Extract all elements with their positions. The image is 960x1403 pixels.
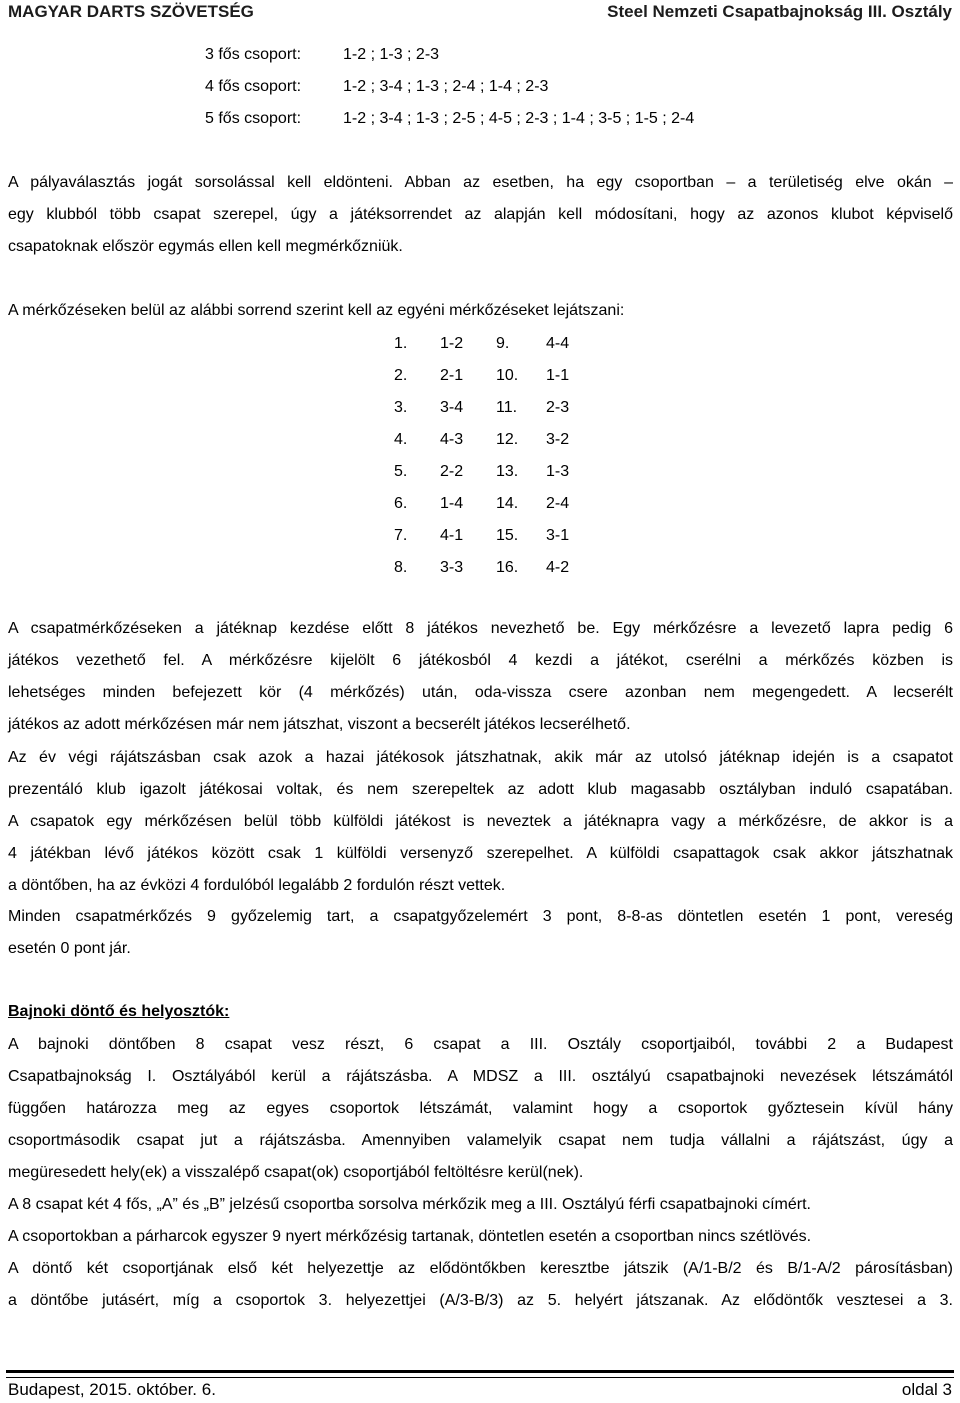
order-pairing: 4-2 [546, 559, 570, 576]
order-pairing: 3-3 [440, 559, 464, 576]
group-pairings [205, 42, 694, 138]
order-number: 15. [496, 527, 519, 544]
match-order-intro: A mérkőzéseken belül az alábbi sorrend szerint kell az egyéni mérkőzéseket lejátszani: [8, 302, 625, 319]
text-line: a döntőben, ha az évközi 4 fordulóból legalább 2 fordulón részt vettek. [8, 877, 506, 894]
paragraph-playoff [8, 742, 953, 902]
order-pairing: 1-2 [440, 335, 464, 352]
order-pairing: 4-1 [440, 527, 464, 544]
group-pairs: 1-2 ; 1-3 ; 2-3 [343, 46, 440, 63]
order-number: 10. [496, 367, 519, 384]
footer-date: Budapest, 2015. október. 6. [8, 1380, 216, 1399]
paragraph-final [8, 1029, 953, 1189]
order-number: 8. [394, 559, 408, 576]
order-number: 2. [394, 367, 408, 384]
order-row [394, 488, 569, 520]
text-line: A pályaválasztás jogát sorsolással kell eldönteni. Abban az esetben, ha egy csoportban – a területiség elve okán – [8, 174, 953, 191]
text-line: csoportmásodik csapat jut a rájátszásba. Amennyiben valamelyik csapat nem tudja vállalni a rájátszást, úgy a [8, 1132, 953, 1149]
order-row [394, 424, 569, 456]
text-line: A csapatmérkőzéseken a játéknap kezdése előtt 8 játékos nevezhető be. Egy mérkőzésre a levezető lapra pedig 6 [8, 620, 953, 637]
text-line: Csapatbajnokság I. Osztályából kerül a rájátszásba. A MDSZ a III. osztályú csapatbajnoki nevezések létszámától [8, 1068, 953, 1085]
order-number: 4. [394, 431, 408, 448]
text-line: Minden csapatmérkőzés 9 győzelemig tart, a csapatgyőzelemért 3 pont, 8-8-as döntetlen esetén 1 pont, vereség [8, 908, 953, 925]
order-pairing: 1-1 [546, 367, 570, 384]
order-number: 5. [394, 463, 408, 480]
paragraph-players [8, 613, 953, 741]
order-pairing: 4-4 [546, 335, 570, 352]
order-pairing: 3-2 [546, 431, 570, 448]
order-number: 14. [496, 495, 519, 512]
page-header [0, 0, 960, 32]
text-line: egy klubból több csapat szerepel, úgy a játéksorrendet az alapján kell módosítani, hogy az azonos klubot képviselő [8, 206, 953, 223]
order-row [394, 520, 569, 552]
order-number: 12. [496, 431, 519, 448]
order-number: 16. [496, 559, 519, 576]
text-line: A csapatok egy mérkőzésen belül több külföldi játékost is neveztek a játéknapra vagy a mérkőzésre, de akkor is a [8, 813, 953, 830]
order-number: 3. [394, 399, 408, 416]
text-line: játékos vezethető fel. A mérkőzésre kijelölt 6 játékosból 4 kezdi a játékot, cserélni a mérkőzés közben is [8, 652, 953, 669]
text-line: függően határozza meg az egyes csoportok létszámát, valamint hogy a csoportok győztesein kívül hány [8, 1100, 953, 1117]
order-pairing: 3-4 [440, 399, 464, 416]
group-label: 4 fős csoport: [205, 78, 302, 95]
group-pairs: 1-2 ; 3-4 ; 1-3 ; 2-5 ; 4-5 ; 2-3 ; 1-4 ; 3-5 ; 1-5 ; 2-4 [343, 110, 695, 127]
group-label: 5 fős csoport: [205, 110, 302, 127]
order-pairing: 1-3 [546, 463, 570, 480]
league-name: Steel Nemzeti Csapatbajnokság III. Osztály [607, 2, 952, 21]
text-line: Az év végi rájátszásban csak azok a hazai játékosok játszhatnak, akik már az utolsó játéknap idején is a csapatot [8, 749, 953, 766]
order-pairing: 2-2 [440, 463, 464, 480]
text-line: a döntőbe jutásért, míg a csoportok 3. helyezettjei (A/3-B/3) az 5. helyért játszanak. Az elődöntők vesztesei a 3. [8, 1292, 953, 1309]
paragraph-points [8, 901, 953, 965]
order-row [394, 456, 569, 488]
paragraph-draw [8, 167, 953, 263]
text-line: megüresedett hely(ek) a visszalépő csapat(ok) csoportjából feltöltésre kerül(nek). [8, 1164, 584, 1181]
order-pairing: 3-1 [546, 527, 570, 544]
final-heading: Bajnoki döntő és helyosztók: [8, 1003, 230, 1020]
text-line: A bajnoki döntőben 8 csapat vesz részt, 6 csapat a III. Osztály csoportjaiból, további 2 a Budapest [8, 1036, 953, 1053]
text-line: prezentáló klub igazolt játékosai voltak, és nem szerepeltek az adott klub magasabb osztályban induló csapatában. [8, 781, 953, 798]
order-pairing: 2-3 [546, 399, 570, 416]
order-number: 7. [394, 527, 408, 544]
match-order-table [394, 328, 569, 584]
footer-divider [6, 1370, 954, 1378]
text-line: 4 játékban lévő játékos között csak 1 külföldi versenyző szerepelhet. A külföldi csapattagok csak akkor játszhatnak [8, 845, 953, 862]
paragraph-semis [8, 1253, 953, 1317]
order-pairing: 4-3 [440, 431, 464, 448]
order-row [394, 552, 569, 584]
text-line: játékos az adott mérkőzésen már nem játszhat, viszont a becserélt játékos lecserélhető. [8, 716, 631, 733]
order-row [394, 360, 569, 392]
text-line: esetén 0 pont jár. [8, 940, 131, 957]
text-line: csapatoknak először egymás ellen kell megmérkőzniük. [8, 238, 403, 255]
text-line: lehetséges minden befejezett kör (4 mérkőzés) után, oda-vissza csere azonban nem megengedett. A lecserélt [8, 684, 953, 701]
order-number: 1. [394, 335, 408, 352]
order-pairing: 2-1 [440, 367, 464, 384]
group-row-5 [205, 106, 694, 138]
paragraph-no-shootout: A csoportokban a párharcok egyszer 9 nyert mérkőzésig tartanak, döntetlen esetén a csoportban nincs szétlövés. [8, 1228, 812, 1245]
text-line: A döntő két csoportjának első két helyezettje az elődöntőkben keresztbe játszik (A/1-B/2 és B/1-A/2 párosításban) [8, 1260, 953, 1277]
order-number: 11. [496, 399, 518, 416]
group-label: 3 fős csoport: [205, 46, 302, 63]
order-number: 6. [394, 495, 408, 512]
group-row-3 [205, 42, 694, 74]
order-number: 9. [496, 335, 510, 352]
order-number: 13. [496, 463, 519, 480]
group-pairs: 1-2 ; 3-4 ; 1-3 ; 2-4 ; 1-4 ; 2-3 [343, 78, 549, 95]
order-row [394, 392, 569, 424]
federation-name: MAGYAR DARTS SZÖVETSÉG [8, 2, 254, 21]
order-pairing: 1-4 [440, 495, 464, 512]
paragraph-groups-ab: A 8 csapat két 4 fős, „A” és „B” jelzésű csoportba sorsolva mérkőzik meg a III. Osztályú férfi csapatbajnoki címért. [8, 1196, 811, 1213]
order-row [394, 328, 569, 360]
order-pairing: 2-4 [546, 495, 570, 512]
page-number: oldal 3 [901, 1380, 952, 1399]
group-row-4 [205, 74, 694, 106]
